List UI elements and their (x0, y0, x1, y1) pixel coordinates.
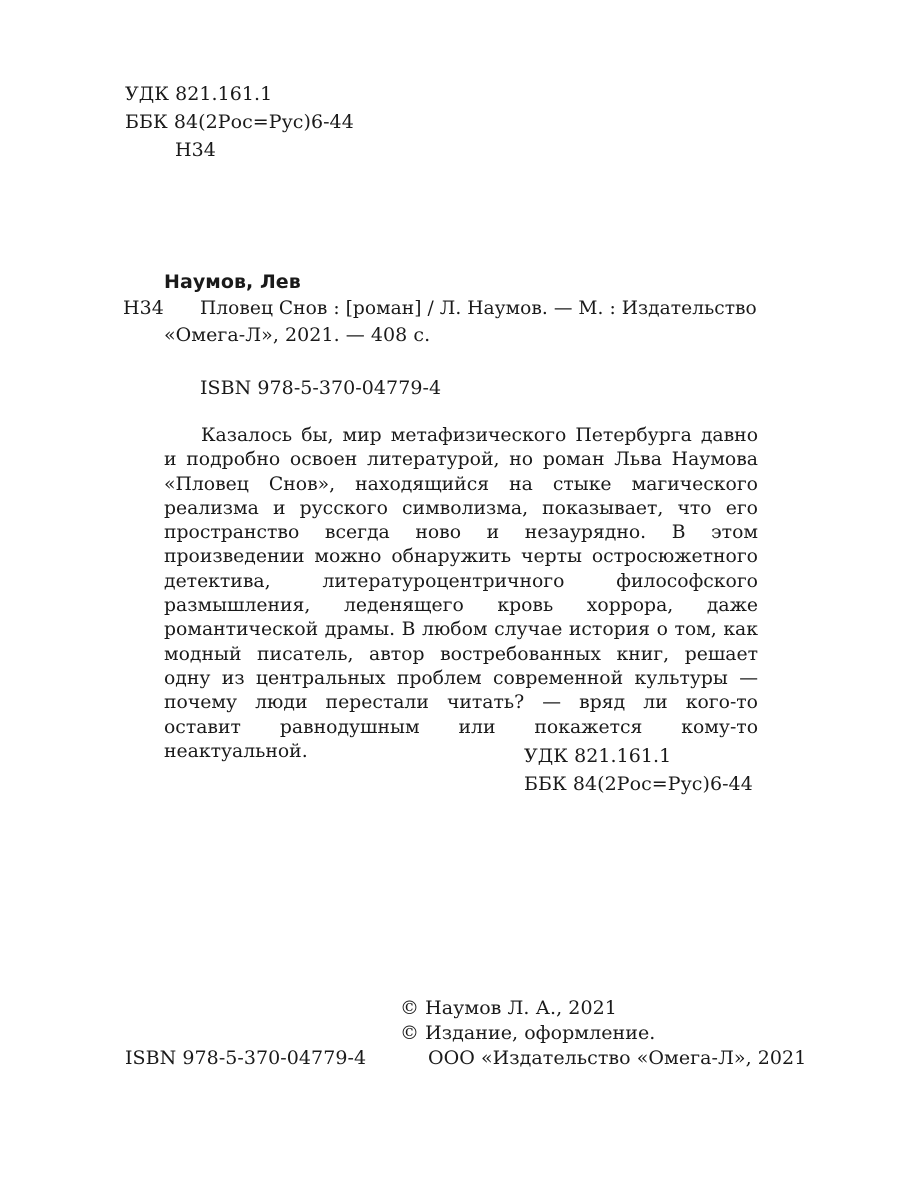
header-bbk: ББК 84(2Рос=Рус)6-44 (125, 111, 354, 133)
classification-bbk: ББК 84(2Рос=Рус)6-44 (524, 773, 753, 795)
catalog-title-line1: Пловец Снов : [роман] / Л. Наумов. — М. : Издательство (200, 298, 757, 319)
header-author-mark: Н34 (175, 139, 216, 161)
catalog-isbn: ISBN 978-5-370-04779-4 (200, 377, 442, 399)
annotation-text: Казалось бы, мир метафизического Петербурга давно и подробно освоен литературой, но роман Льва Наумова «Пловец Снов», находящийся на стыке магического реализма и русского символизма, показывает, что его пространство всегда ново и незаурядно. В этом произведении можно обнаружить черты остросюжетного детектива, литературоцентричного философского размышления, леденящего кровь хоррора, даже романтической драмы. В любом случае история о том, как модный писатель, автор востребованных книг, решает одну из центральных проблем современной культуры — почему люди перестали читать? — вряд ли кого-то оставит равнодушным или покажется кому-то неактуальной. (164, 425, 758, 762)
footer-isbn: ISBN 978-5-370-04779-4 (125, 1047, 367, 1069)
catalog-mark: Н34 (123, 297, 164, 319)
copyright-author: © Наумов Л. А., 2021 (400, 997, 617, 1019)
catalog-title-line2: «Омега-Л», 2021. — 408 с. (164, 324, 431, 346)
classification-udk: УДК 821.161.1 (524, 745, 672, 767)
header-udk: УДК 821.161.1 (125, 83, 273, 105)
copyright-edition: © Издание, оформление. (400, 1022, 656, 1044)
annotation (164, 424, 758, 764)
catalog-author: Наумов, Лев (164, 271, 301, 293)
copyright-publisher: ООО «Издательство «Омега-Л», 2021 (428, 1047, 807, 1069)
